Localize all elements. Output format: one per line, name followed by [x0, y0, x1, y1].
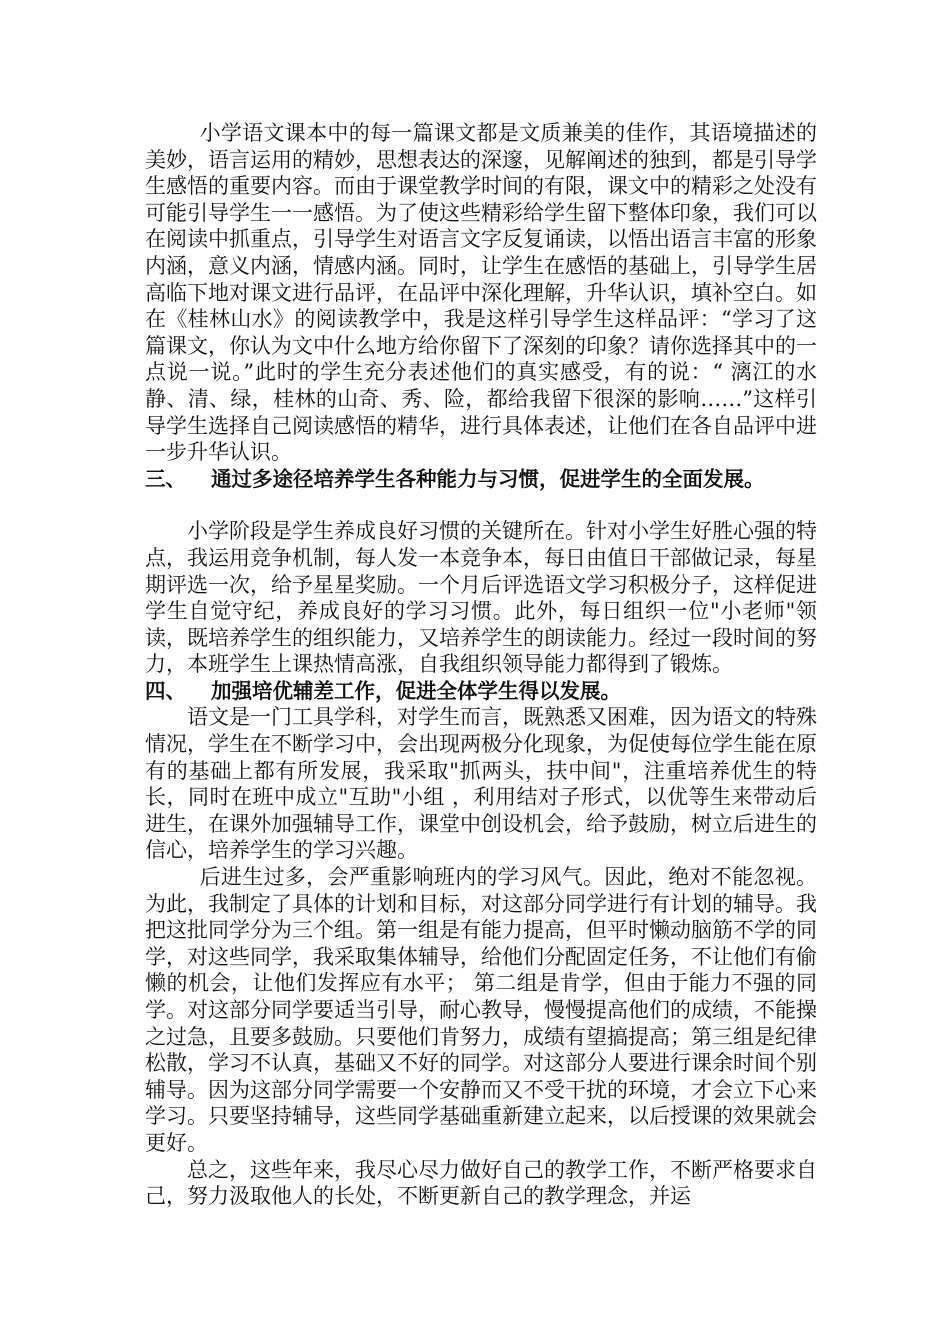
- body-paragraph: 总之，这些年来，我尽心尽力做好自己的教学工作，不断严格要求自己，努力汲取他人的长处，不断更新自己的教学理念，并运: [145, 1157, 817, 1209]
- body-paragraph: 小学语文课本中的每一篇课文都是文质兼美的佳作，其语境描述的美妙，语言运用的精妙，思想表达的深邃，见解阐述的独到，都是引导学生感悟的重要内容。而由于课堂教学时间的有限，课文中的精彩之处没有可能引导学生一一感悟。为了使这些精彩给学生留下整体印象，我们可以在阅读中抓重点，引导学生对语言文字反复诵读，以悟出语言丰富的形象内涵，意义内涵，情感内涵。同时，让学生在感悟的基础上，引导学生居高临下地对课文进行品评，在品评中深化理解，升华认识，填补空白。如在《桂林山水》的阅读教学中，我是这样引导学生这样品评：“学习了这篇课文，你认为文中什么地方给你留下了深刻的印象？请你选择其中的一点说一说。”此时的学生充分表述他们的真实感受，有的说：“ 漓江的水静、清、绿，桂林的山奇、秀、险，都给我留下很深的影响……”这样引导学生选择自己阅读感悟的精华，进行具体表述，让他们在各自品评中进一步升华认识。: [145, 121, 817, 465]
- section-heading-3: [145, 466, 817, 493]
- body-paragraph: 后进生过多，会严重影响班内的学习风气。因此，绝对不能忽视。为此，我制定了具体的计划和目标，对这部分同学进行有计划的辅导。我把这批同学分为三个组。第一组是有能力提高，但平时懒动脑筋不学的同学，对这些同学，我采取集体辅导，给他们分配固定任务，不让他们有偷懒的机会，让他们发挥应有水平； 第二组是肯学，但由于能力不强的同学。对这部分同学要适当引导，耐心教导，慢慢提高他们的成绩，不能操之过急，且要多鼓励。只要他们肯努力，成绩有望搞提高；第三组是纪律松散，学习不认真，基础又不好的同学。对这部分人要进行课余时间个别辅导。因为这部分同学需要一个安静而又不受干扰的环境，才会立下心来学习。只要坚持辅导，这些同学基础重新建立起来，以后授课的效果就会更好。: [145, 865, 817, 1155]
- section-heading-4: [145, 678, 817, 705]
- section-number: 三、: [145, 466, 186, 491]
- section-number: 四、: [145, 678, 186, 703]
- section-title: 通过多途径培养学生各种能力与习惯，促进学生的全面发展。: [211, 466, 765, 491]
- document-page: [145, 120, 817, 1210]
- section-title: 加强培优辅差工作，促进全体学生得以发展。: [211, 678, 621, 703]
- blank-line: [145, 492, 817, 518]
- body-paragraph: 语文是一门工具学科，对学生而言，既熟悉又困难，因为语文的特殊情况，学生在不断学习中，会出现两极分化现象，为促使每位学生能在原有的基础上都有所发展，我采取"抓两头，扶中间"，注重培养优生的特长，同时在班中成立"互助"小组 ，利用结对子形式，以优等生来带动后进生，在课外加强辅导工作，课堂中创设机会，给予鼓励，树立后进生的信心，培养学生的学习兴趣。: [145, 705, 817, 863]
- body-paragraph: 小学阶段是学生养成良好习惯的关键所在。针对小学生好胜心强的特点，我运用竞争机制，每人发一本竞争本，每日由值日干部做记录，每星期评选一次，给予星星奖励。一个月后评选语文学习积极分子，这样促进学生自觉守纪，养成良好的学习习惯。此外，每日组织一位"小老师"领读，既培养学生的组织能力，又培养学生的朗读能力。经过一段时间的努力，本班学生上课热情高涨，自我组织领导能力都得到了锻炼。: [145, 519, 817, 677]
